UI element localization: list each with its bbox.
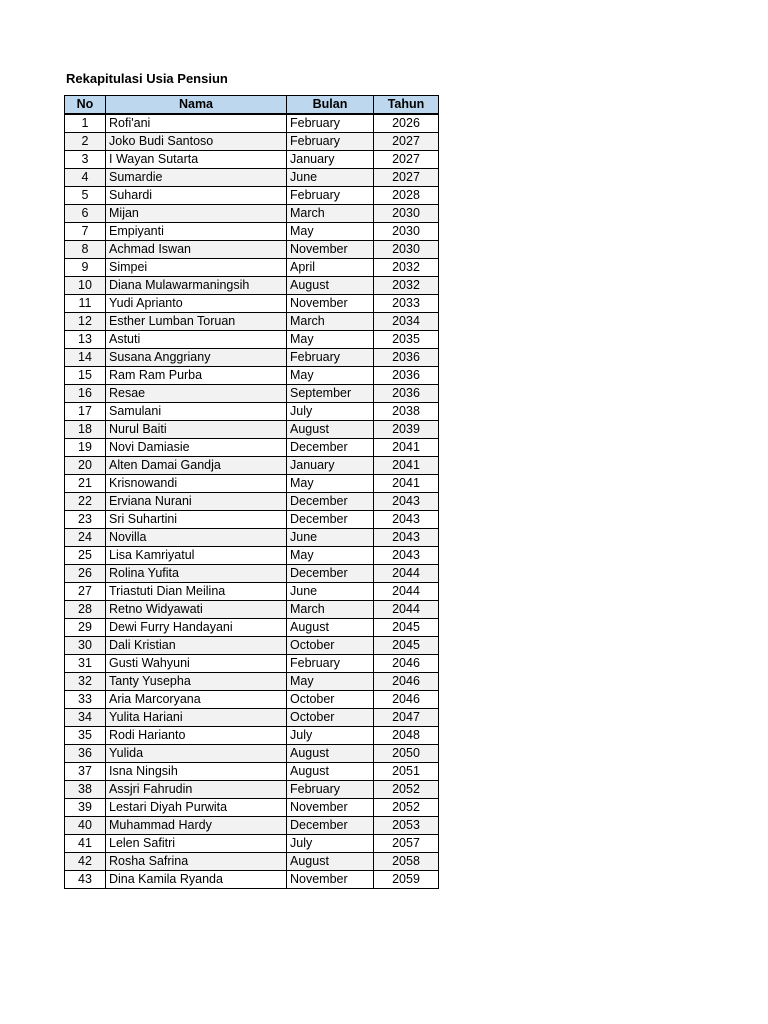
cell-tahun: 2047 bbox=[374, 709, 439, 727]
cell-bulan: January bbox=[287, 151, 374, 169]
table-row bbox=[65, 331, 439, 349]
cell-bulan: May bbox=[287, 331, 374, 349]
cell-nama: Alten Damai Gandja bbox=[106, 457, 287, 475]
cell-nama: Dali Kristian bbox=[106, 637, 287, 655]
cell-bulan: June bbox=[287, 583, 374, 601]
cell-no: 43 bbox=[65, 871, 106, 889]
cell-bulan: December bbox=[287, 817, 374, 835]
cell-tahun: 2032 bbox=[374, 277, 439, 295]
cell-no: 16 bbox=[65, 385, 106, 403]
retirement-table bbox=[64, 95, 439, 889]
cell-tahun: 2041 bbox=[374, 475, 439, 493]
cell-bulan: May bbox=[287, 673, 374, 691]
cell-nama: Mijan bbox=[106, 205, 287, 223]
cell-nama: Yudi Aprianto bbox=[106, 295, 287, 313]
cell-bulan: February bbox=[287, 114, 374, 133]
cell-tahun: 2036 bbox=[374, 349, 439, 367]
cell-bulan: February bbox=[287, 655, 374, 673]
cell-tahun: 2043 bbox=[374, 511, 439, 529]
table-row bbox=[65, 349, 439, 367]
cell-nama: Dewi Furry Handayani bbox=[106, 619, 287, 637]
cell-nama: Lelen Safitri bbox=[106, 835, 287, 853]
cell-no: 1 bbox=[65, 114, 106, 133]
cell-tahun: 2036 bbox=[374, 385, 439, 403]
cell-tahun: 2030 bbox=[374, 205, 439, 223]
table-row bbox=[65, 709, 439, 727]
cell-no: 17 bbox=[65, 403, 106, 421]
cell-bulan: February bbox=[287, 349, 374, 367]
cell-tahun: 2030 bbox=[374, 241, 439, 259]
cell-no: 5 bbox=[65, 187, 106, 205]
cell-nama: Novilla bbox=[106, 529, 287, 547]
cell-tahun: 2034 bbox=[374, 313, 439, 331]
cell-bulan: August bbox=[287, 277, 374, 295]
table-row bbox=[65, 223, 439, 241]
cell-nama: Lestari Diyah Purwita bbox=[106, 799, 287, 817]
cell-no: 3 bbox=[65, 151, 106, 169]
cell-nama: Astuti bbox=[106, 331, 287, 349]
cell-no: 2 bbox=[65, 133, 106, 151]
cell-bulan: May bbox=[287, 547, 374, 565]
cell-bulan: May bbox=[287, 223, 374, 241]
cell-no: 6 bbox=[65, 205, 106, 223]
cell-nama: I Wayan Sutarta bbox=[106, 151, 287, 169]
table-header bbox=[65, 96, 439, 115]
cell-tahun: 2044 bbox=[374, 565, 439, 583]
table-row bbox=[65, 493, 439, 511]
column-header-bulan: Bulan bbox=[287, 96, 374, 115]
cell-bulan: June bbox=[287, 529, 374, 547]
table-row bbox=[65, 385, 439, 403]
cell-tahun: 2058 bbox=[374, 853, 439, 871]
cell-no: 39 bbox=[65, 799, 106, 817]
cell-no: 4 bbox=[65, 169, 106, 187]
cell-no: 8 bbox=[65, 241, 106, 259]
table-row bbox=[65, 295, 439, 313]
cell-tahun: 2046 bbox=[374, 691, 439, 709]
cell-nama: Gusti Wahyuni bbox=[106, 655, 287, 673]
table-row bbox=[65, 169, 439, 187]
cell-no: 29 bbox=[65, 619, 106, 637]
cell-nama: Aria Marcoryana bbox=[106, 691, 287, 709]
table-row bbox=[65, 114, 439, 133]
cell-no: 22 bbox=[65, 493, 106, 511]
table-row bbox=[65, 763, 439, 781]
table-row bbox=[65, 511, 439, 529]
cell-tahun: 2043 bbox=[374, 493, 439, 511]
table-row bbox=[65, 565, 439, 583]
cell-bulan: August bbox=[287, 763, 374, 781]
cell-no: 32 bbox=[65, 673, 106, 691]
cell-bulan: February bbox=[287, 781, 374, 799]
cell-no: 34 bbox=[65, 709, 106, 727]
cell-no: 23 bbox=[65, 511, 106, 529]
cell-nama: Rolina Yufita bbox=[106, 565, 287, 583]
table-row bbox=[65, 241, 439, 259]
cell-nama: Rofi'ani bbox=[106, 114, 287, 133]
cell-tahun: 2052 bbox=[374, 799, 439, 817]
cell-nama: Diana Mulawarmaningsih bbox=[106, 277, 287, 295]
cell-no: 20 bbox=[65, 457, 106, 475]
table-row bbox=[65, 313, 439, 331]
cell-tahun: 2043 bbox=[374, 547, 439, 565]
cell-no: 40 bbox=[65, 817, 106, 835]
table-row bbox=[65, 655, 439, 673]
cell-no: 25 bbox=[65, 547, 106, 565]
cell-tahun: 2038 bbox=[374, 403, 439, 421]
cell-nama: Sri Suhartini bbox=[106, 511, 287, 529]
page-title: Rekapitulasi Usia Pensiun bbox=[66, 71, 228, 86]
cell-bulan: December bbox=[287, 439, 374, 457]
cell-tahun: 2041 bbox=[374, 439, 439, 457]
table-row bbox=[65, 583, 439, 601]
cell-no: 13 bbox=[65, 331, 106, 349]
cell-nama: Lisa Kamriyatul bbox=[106, 547, 287, 565]
cell-nama: Krisnowandi bbox=[106, 475, 287, 493]
cell-tahun: 2052 bbox=[374, 781, 439, 799]
cell-nama: Muhammad Hardy bbox=[106, 817, 287, 835]
cell-no: 38 bbox=[65, 781, 106, 799]
cell-nama: Tanty Yusepha bbox=[106, 673, 287, 691]
table-row bbox=[65, 637, 439, 655]
table-row bbox=[65, 619, 439, 637]
cell-bulan: October bbox=[287, 637, 374, 655]
cell-nama: Resae bbox=[106, 385, 287, 403]
cell-bulan: December bbox=[287, 511, 374, 529]
table-row bbox=[65, 817, 439, 835]
cell-bulan: August bbox=[287, 421, 374, 439]
cell-nama: Rosha Safrina bbox=[106, 853, 287, 871]
cell-no: 11 bbox=[65, 295, 106, 313]
cell-no: 37 bbox=[65, 763, 106, 781]
cell-no: 14 bbox=[65, 349, 106, 367]
cell-bulan: March bbox=[287, 205, 374, 223]
cell-bulan: March bbox=[287, 313, 374, 331]
table-row bbox=[65, 151, 439, 169]
cell-no: 18 bbox=[65, 421, 106, 439]
table-row bbox=[65, 187, 439, 205]
cell-no: 7 bbox=[65, 223, 106, 241]
cell-tahun: 2059 bbox=[374, 871, 439, 889]
cell-nama: Yulida bbox=[106, 745, 287, 763]
table-row bbox=[65, 601, 439, 619]
cell-tahun: 2027 bbox=[374, 133, 439, 151]
table-row bbox=[65, 475, 439, 493]
cell-nama: Yulita Hariani bbox=[106, 709, 287, 727]
cell-bulan: August bbox=[287, 853, 374, 871]
cell-nama: Samulani bbox=[106, 403, 287, 421]
table-row bbox=[65, 421, 439, 439]
cell-nama: Assjri Fahrudin bbox=[106, 781, 287, 799]
cell-nama: Isna Ningsih bbox=[106, 763, 287, 781]
cell-no: 12 bbox=[65, 313, 106, 331]
cell-nama: Esther Lumban Toruan bbox=[106, 313, 287, 331]
cell-nama: Sumardie bbox=[106, 169, 287, 187]
cell-bulan: January bbox=[287, 457, 374, 475]
cell-no: 21 bbox=[65, 475, 106, 493]
cell-no: 19 bbox=[65, 439, 106, 457]
table-row bbox=[65, 673, 439, 691]
cell-bulan: November bbox=[287, 799, 374, 817]
column-header-nama: Nama bbox=[106, 96, 287, 115]
table-row bbox=[65, 259, 439, 277]
cell-tahun: 2027 bbox=[374, 151, 439, 169]
table-row bbox=[65, 691, 439, 709]
cell-tahun: 2048 bbox=[374, 727, 439, 745]
cell-tahun: 2030 bbox=[374, 223, 439, 241]
cell-nama: Achmad Iswan bbox=[106, 241, 287, 259]
cell-bulan: July bbox=[287, 835, 374, 853]
cell-bulan: July bbox=[287, 727, 374, 745]
cell-nama: Susana Anggriany bbox=[106, 349, 287, 367]
cell-bulan: March bbox=[287, 601, 374, 619]
cell-tahun: 2035 bbox=[374, 331, 439, 349]
cell-bulan: July bbox=[287, 403, 374, 421]
cell-tahun: 2046 bbox=[374, 655, 439, 673]
cell-tahun: 2057 bbox=[374, 835, 439, 853]
table-row bbox=[65, 205, 439, 223]
cell-nama: Ram Ram Purba bbox=[106, 367, 287, 385]
table-row bbox=[65, 799, 439, 817]
cell-bulan: February bbox=[287, 187, 374, 205]
table-row bbox=[65, 853, 439, 871]
cell-nama: Erviana Nurani bbox=[106, 493, 287, 511]
cell-no: 28 bbox=[65, 601, 106, 619]
cell-no: 35 bbox=[65, 727, 106, 745]
cell-bulan: October bbox=[287, 691, 374, 709]
cell-bulan: April bbox=[287, 259, 374, 277]
cell-tahun: 2045 bbox=[374, 619, 439, 637]
cell-no: 30 bbox=[65, 637, 106, 655]
cell-nama: Joko Budi Santoso bbox=[106, 133, 287, 151]
cell-tahun: 2028 bbox=[374, 187, 439, 205]
cell-tahun: 2041 bbox=[374, 457, 439, 475]
column-header-no: No bbox=[65, 96, 106, 115]
table-row bbox=[65, 403, 439, 421]
cell-bulan: June bbox=[287, 169, 374, 187]
cell-bulan: October bbox=[287, 709, 374, 727]
table-row bbox=[65, 277, 439, 295]
table-row bbox=[65, 871, 439, 889]
table-row bbox=[65, 781, 439, 799]
cell-bulan: November bbox=[287, 871, 374, 889]
cell-bulan: September bbox=[287, 385, 374, 403]
cell-no: 15 bbox=[65, 367, 106, 385]
table-row bbox=[65, 529, 439, 547]
cell-tahun: 2026 bbox=[374, 114, 439, 133]
cell-tahun: 2039 bbox=[374, 421, 439, 439]
cell-no: 42 bbox=[65, 853, 106, 871]
cell-bulan: May bbox=[287, 367, 374, 385]
cell-nama: Triastuti Dian Meilina bbox=[106, 583, 287, 601]
cell-tahun: 2032 bbox=[374, 259, 439, 277]
cell-tahun: 2044 bbox=[374, 583, 439, 601]
cell-bulan: August bbox=[287, 619, 374, 637]
cell-no: 26 bbox=[65, 565, 106, 583]
cell-nama: Rodi Harianto bbox=[106, 727, 287, 745]
cell-no: 24 bbox=[65, 529, 106, 547]
cell-tahun: 2027 bbox=[374, 169, 439, 187]
cell-no: 27 bbox=[65, 583, 106, 601]
table-row bbox=[65, 457, 439, 475]
cell-nama: Empiyanti bbox=[106, 223, 287, 241]
cell-no: 31 bbox=[65, 655, 106, 673]
cell-bulan: November bbox=[287, 241, 374, 259]
cell-bulan: August bbox=[287, 745, 374, 763]
cell-no: 9 bbox=[65, 259, 106, 277]
table-row bbox=[65, 439, 439, 457]
cell-nama: Nurul Baiti bbox=[106, 421, 287, 439]
table-row bbox=[65, 835, 439, 853]
cell-bulan: December bbox=[287, 493, 374, 511]
table-row bbox=[65, 745, 439, 763]
header-row bbox=[65, 96, 439, 115]
cell-tahun: 2044 bbox=[374, 601, 439, 619]
cell-tahun: 2043 bbox=[374, 529, 439, 547]
cell-tahun: 2046 bbox=[374, 673, 439, 691]
cell-bulan: May bbox=[287, 475, 374, 493]
cell-nama: Suhardi bbox=[106, 187, 287, 205]
column-header-tahun: Tahun bbox=[374, 96, 439, 115]
cell-tahun: 2053 bbox=[374, 817, 439, 835]
cell-no: 36 bbox=[65, 745, 106, 763]
cell-tahun: 2033 bbox=[374, 295, 439, 313]
table-body bbox=[65, 114, 439, 889]
cell-no: 41 bbox=[65, 835, 106, 853]
cell-tahun: 2045 bbox=[374, 637, 439, 655]
cell-no: 33 bbox=[65, 691, 106, 709]
table-row bbox=[65, 133, 439, 151]
cell-bulan: November bbox=[287, 295, 374, 313]
cell-nama: Simpei bbox=[106, 259, 287, 277]
table-row bbox=[65, 727, 439, 745]
cell-bulan: December bbox=[287, 565, 374, 583]
cell-tahun: 2051 bbox=[374, 763, 439, 781]
table-row bbox=[65, 367, 439, 385]
cell-tahun: 2036 bbox=[374, 367, 439, 385]
cell-bulan: February bbox=[287, 133, 374, 151]
cell-tahun: 2050 bbox=[374, 745, 439, 763]
cell-nama: Novi Damiasie bbox=[106, 439, 287, 457]
cell-nama: Retno Widyawati bbox=[106, 601, 287, 619]
cell-nama: Dina Kamila Ryanda bbox=[106, 871, 287, 889]
table-row bbox=[65, 547, 439, 565]
cell-no: 10 bbox=[65, 277, 106, 295]
